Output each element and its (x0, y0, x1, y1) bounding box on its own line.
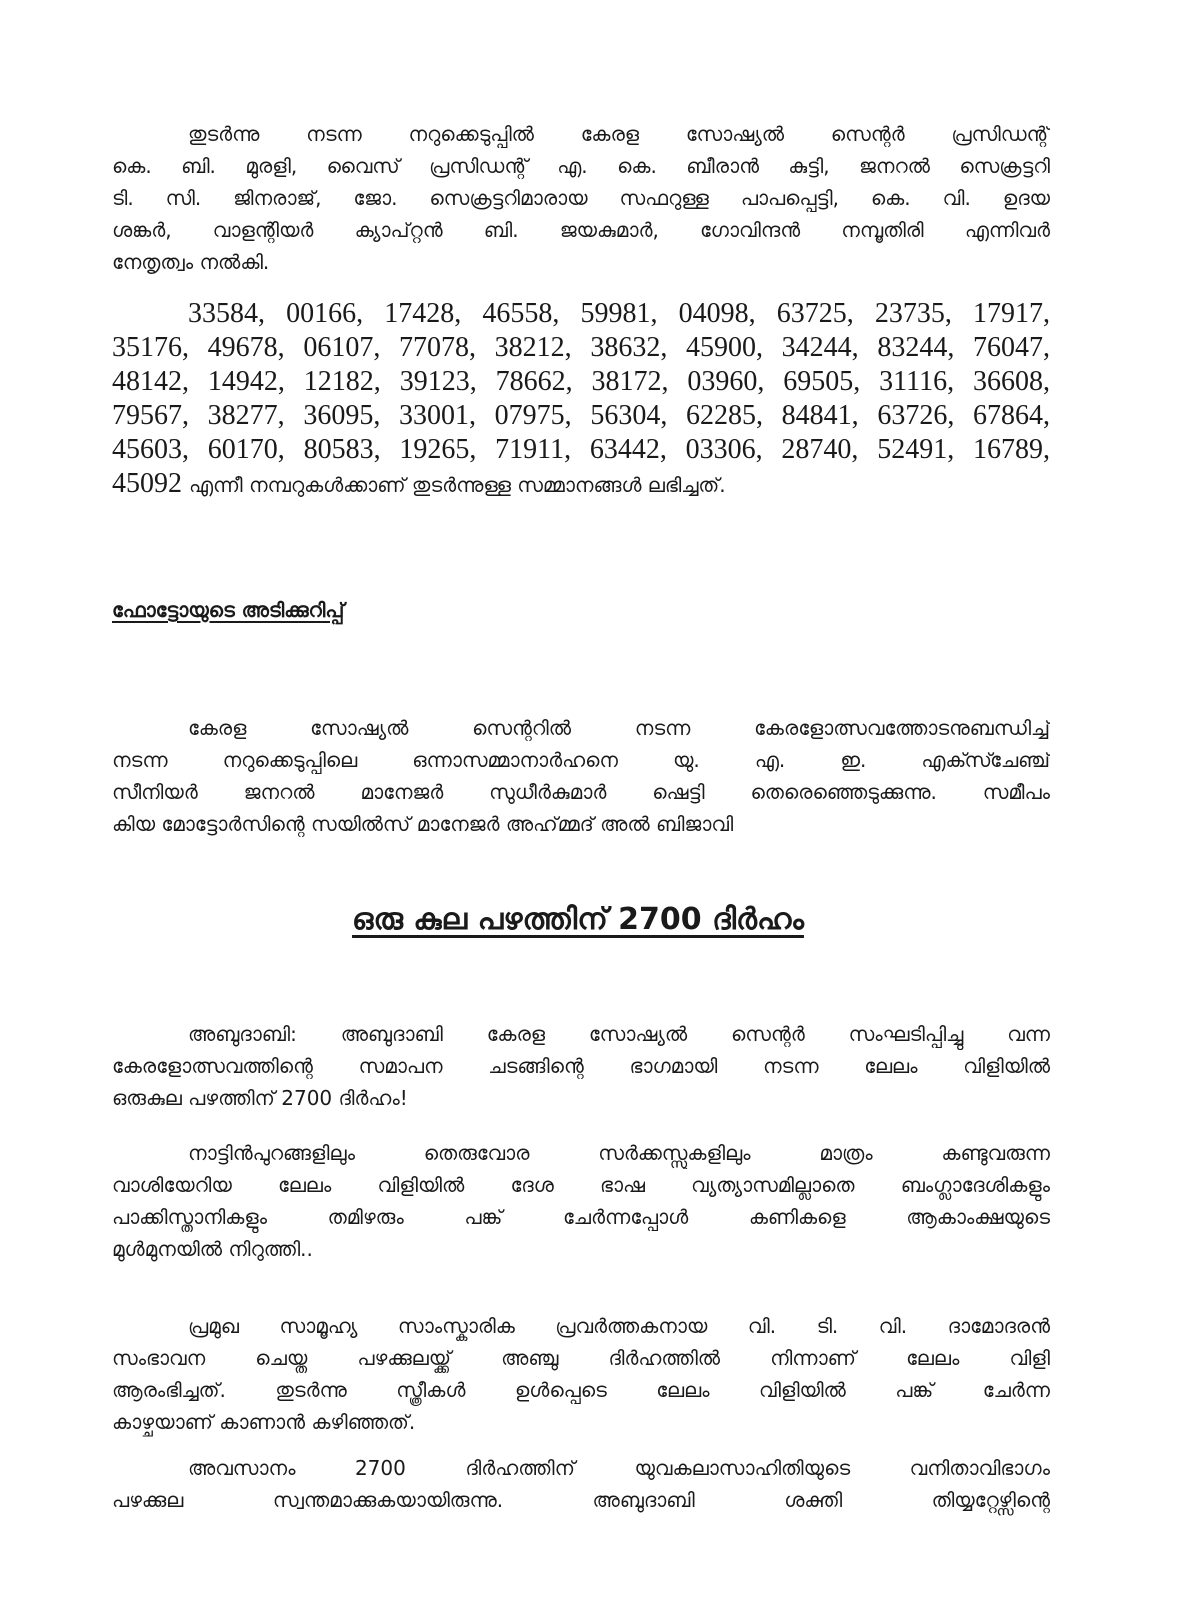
numbers-tail-text: എന്നീ നമ്പറുകൾക്കാണ് തുടർന്നുള്ള സമ്മാനങ്ങൾ ലഭിച്ചത്. (189, 473, 726, 497)
numbers-line: 48142, 14942, 12182, 39123, 78662, 38172, 03960, 69505, 31116, 36608, (112, 366, 1050, 397)
text-line: സംഭാവന ചെയ്ത പഴക്കുലയ്ക്ക് അഞ്ചു ദിർഹത്തിൽ നിന്നാണ് ലേലം വിളി (112, 1346, 1050, 1370)
text-line: ആരംഭിച്ചത്. തുടർന്നു സ്ത്രീകൾ ഉൾപ്പെടെ ലേലം വിളിയിൽ പങ്ക് ചേർന്ന (112, 1378, 1050, 1402)
text-line: ശങ്കർ, വാളന്റിയർ ക്യാപ്റ്റൻ ബി. ജയകുമാർ, ഗോവിന്ദൻ നമ്പൂതിരി എന്നിവർ (112, 218, 1050, 242)
text-line: ഒരുകുല പഴത്തിന് 2700 ദിർഹം! (112, 1086, 408, 1110)
text-line: സീനിയർ ജനറൽ മാനേജർ സുധീർകുമാർ ഷെട്ടി തെരെഞ്ഞെടുക്കുന്നു. സമീപം (112, 780, 1050, 804)
text-line: അബുദാബി: അബുദാബി കേരള സോഷ്യൽ സെന്റർ സംഘടിപ്പിച്ചു വന്ന (188, 1022, 1050, 1046)
text-line: പാക്കിസ്താനികളും തമിഴരും പങ്ക് ചേർന്നപ്പോൾ കണികളെ ആകാംക്ഷയുടെ (112, 1205, 1050, 1229)
photo-caption-paragraph (112, 712, 1050, 840)
text-line: അവസാനം 2700 ദിർഹത്തിന് യുവകലാസാഹിതിയുടെ വനിതാവിഭാഗം (188, 1456, 1050, 1480)
numbers-line: 35176, 49678, 06107, 77078, 38212, 38632, 45900, 34244, 83244, 76047, (112, 332, 1050, 363)
photo-caption-heading: ഫോട്ടോയുടെ അടിക്കുറിപ്പ് (112, 598, 345, 622)
text-line: കാഴ്ചയാണ് കാണാൻ കഴിഞ്ഞത്. (112, 1410, 416, 1434)
text-line: മുൾമുനയിൽ നിറുത്തി.. (112, 1237, 313, 1261)
article-paragraph-3 (112, 1310, 1050, 1438)
text-line: പഴക്കുല സ്വന്തമാക്കുകയായിരുന്നു. അബുദാബി ശക്തി തിയ്യറ്റേഴ്സിന്റെ (112, 1488, 1050, 1512)
numbers-line: 79567, 38277, 36095, 33001, 07975, 56304, 62285, 84841, 63726, 67864, (112, 400, 1050, 431)
text-line: പ്രമുഖ സാമൂഹ്യ സാംസ്കാരിക പ്രവർത്തകനായ വി. ടി. വി. ദാമോദരൻ (188, 1314, 1050, 1338)
text-line: നടന്ന നറുക്കെടുപ്പിലെ ഒന്നാസമ്മാനാർഹനെ യു. എ. ഇ. എക്സ്ചേഞ്ച് (112, 748, 1050, 772)
winning-numbers-paragraph (112, 297, 1050, 501)
article-paragraph-4 (112, 1452, 1050, 1516)
article-paragraph-1 (112, 1018, 1050, 1114)
article-headline: ഒരു കുല പഴത്തിന് 2700 ദിർഹം (352, 902, 804, 937)
text-line: തുടർന്നു നടന്ന നറുക്കെടുപ്പിൽ കേരള സോഷ്യൽ സെന്റർ പ്രസിഡന്റ് (188, 122, 1050, 146)
text-line: നേതൃത്വം നൽകി. (112, 250, 270, 274)
text-line: കേരള സോഷ്യൽ സെന്ററിൽ നടന്ന കേരളോത്സവത്തോടനുബന്ധിച്ച് (188, 716, 1050, 740)
text-line: കെ. ബി. മുരളി, വൈസ് പ്രസിഡന്റ് എ. കെ. ബീരാൻ കുട്ടി, ജനറൽ സെക്രട്ടറി (112, 154, 1050, 178)
article-paragraph-2 (112, 1137, 1050, 1265)
text-line: ടി. സി. ജിനരാജ്, ജോ. സെക്രട്ടറിമാരായ സഫറുള്ള പാപപ്പെട്ടി, കെ. വി. ഉദയ (112, 186, 1050, 210)
text-line: കേരളോത്സവത്തിന്റെ സമാപന ചടങ്ങിന്റെ ഭാഗമായി നടന്ന ലേലം വിളിയിൽ (112, 1054, 1050, 1078)
text-line: നാട്ടിൻപുറങ്ങളിലും തെരുവോര സർക്കസ്സുകളിലും മാത്രം കണ്ടുവരുന്ന (188, 1141, 1050, 1165)
results-paragraph (112, 118, 1050, 278)
last-number: 45092 (112, 468, 182, 499)
numbers-final-line (112, 467, 1050, 501)
numbers-line: 33584, 00166, 17428, 46558, 59981, 04098, 63725, 23735, 17917, (188, 298, 1050, 329)
numbers-line: 45603, 60170, 80583, 19265, 71911, 63442, 03306, 28740, 52491, 16789, (112, 434, 1050, 465)
text-line: വാശിയേറിയ ലേലം വിളിയിൽ ദേശ ഭാഷ വ്യത്യാസമില്ലാതെ ബംഗ്ലാദേശികളും (112, 1173, 1050, 1197)
text-line: കിയ മോട്ടോർസിന്റെ സയിൽസ് മാനേജർ അഹ്മ്മദ് അൽ ബിജാവി (112, 812, 734, 836)
